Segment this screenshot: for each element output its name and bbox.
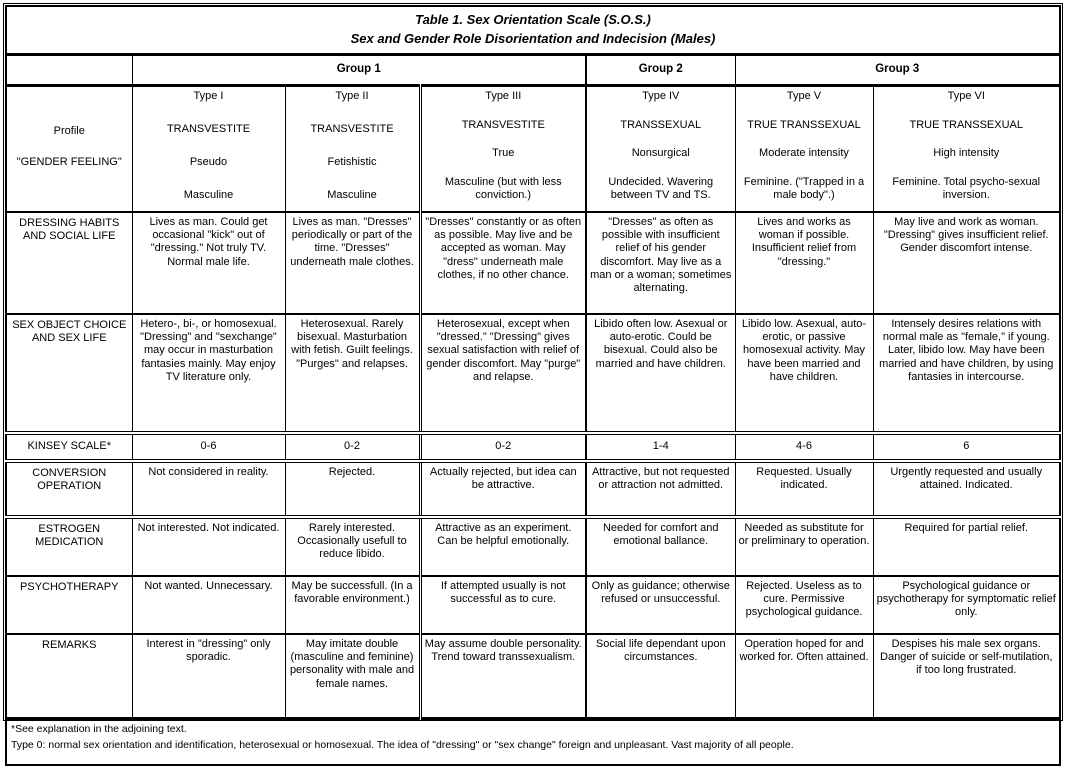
type-gender-feeling: Masculine	[183, 188, 234, 201]
type-subtype: Moderate intensity	[759, 147, 849, 160]
table-cell: Requested. Usually indicated.	[735, 461, 873, 517]
row-label: DRESSING HABITS AND SOCIAL LIFE	[6, 212, 132, 314]
table-cell: "Dresses" as often as possible with insufficient relief of his gender discomfort. May live as a man or a woman; sometimes alternating.	[586, 212, 735, 314]
table-cell: Hetero-, bi-, or homosexual. "Dressing" and "sexchange" may occur in masturbation fantasies mainly. May enjoy TV literature only.	[132, 314, 285, 433]
table-outer-frame	[3, 3, 1063, 751]
table-row-conversion-operation	[6, 461, 1060, 517]
table-cell: Lives and works as woman if possible. Insufficient relief from "dressing."	[735, 212, 873, 314]
table-cell: Attractive, but not requested or attraction not admitted.	[586, 461, 735, 517]
gender-feeling-label: "GENDER FEELING"	[16, 155, 122, 168]
type-name: TRUE TRANSSEXUAL	[909, 118, 1023, 131]
type-name: TRANSSEXUAL	[620, 118, 702, 131]
type-name: TRUE TRANSSEXUAL	[747, 118, 861, 131]
type-subtype: True	[492, 147, 515, 160]
table-row-remarks	[6, 634, 1060, 719]
table-cell: Not interested. Not indicated.	[132, 517, 285, 576]
table-cell: Needed as substitute for or preliminary to operation.	[735, 517, 873, 576]
row-label: PSYCHOTHERAPY	[6, 576, 132, 634]
table-title-cell	[6, 6, 1060, 55]
table-row-estrogen-medication	[6, 517, 1060, 576]
footnote-type-0: Type 0: normal sex orientation and identification, heterosexual or homosexual. The idea of "dressing" or "sex change" foreign and unpleasant. Vast majority of all people.	[11, 738, 794, 751]
table-cell: Urgently requested and usually attained. Indicated.	[873, 461, 1060, 517]
table-cell: 4-6	[735, 433, 873, 461]
profile-row	[6, 86, 1060, 213]
row-label: KINSEY SCALE*	[6, 433, 132, 461]
table-row-kinsey-scale	[6, 433, 1060, 461]
table-cell: 0-2	[420, 433, 586, 461]
table-cell: Heterosexual. Rarely bisexual. Masturbation with fetish. Guilt feelings. "Purges" and relapses.	[285, 314, 420, 433]
table-cell: Not wanted. Unnecessary.	[132, 576, 285, 634]
type-name: TRANSVESTITE	[310, 122, 394, 135]
table-title-row	[6, 6, 1060, 55]
type-subtype: Nonsurgical	[631, 147, 690, 160]
table-cell: 0-2	[285, 433, 420, 461]
group-3-header: Group 3	[735, 55, 1060, 86]
type-name: TRANSVESTITE	[166, 122, 251, 135]
type-label: Type I	[193, 90, 224, 102]
type-gender-feeling: Undecided. Wavering between TV and TS.	[608, 175, 714, 201]
table-cell: 1-4	[586, 433, 735, 461]
type-gender-feeling: Masculine (but with less conviction.)	[444, 175, 562, 201]
table-cell: Rarely interested. Occasionally usefull to reduce libido.	[285, 517, 420, 576]
type-subtype: Pseudo	[189, 155, 228, 168]
group-header-spacer	[6, 55, 132, 86]
type-label: Type II	[335, 90, 369, 102]
table-cell: If attempted usually is not successful as to cure.	[420, 576, 586, 634]
table-cell: Needed for comfort and emotional ballance.	[586, 517, 735, 576]
type-gender-feeling: Feminine. ("Trapped in a male body".)	[743, 175, 865, 201]
type-gender-feeling: Feminine. Total psycho-sexual inversion.	[892, 175, 1041, 201]
table-cell: 6	[873, 433, 1060, 461]
profile-cell-type-5	[735, 86, 873, 213]
table-cell: May live and work as woman. "Dressing" gives insufficient relief. Gender discomfort intense.	[873, 212, 1060, 314]
table-row-dressing-habits	[6, 212, 1060, 314]
table-cell: Attractive as an experiment. Can be helpful emotionally.	[420, 517, 586, 576]
type-gender-feeling: Masculine	[327, 188, 377, 201]
profile-row-label-cell	[6, 86, 132, 213]
row-label: CONVERSION OPERATION	[6, 461, 132, 517]
profile-cell-type-4	[586, 86, 735, 213]
row-label: SEX OBJECT CHOICE AND SEX LIFE	[6, 314, 132, 433]
table-cell: Heterosexual, except when "dressed." "Dressing" gives sexual satisfaction with relief of gender discomfort. May "purge" and relapse.	[420, 314, 586, 433]
table-cell: Psychological guidance or psychotherapy for symptomatic relief only.	[873, 576, 1060, 634]
table-cell: Only as guidance; otherwise refused or unsuccessful.	[586, 576, 735, 634]
group-header-row	[6, 55, 1060, 86]
table-cell: Rejected.	[285, 461, 420, 517]
table-cell: Actually rejected, but idea can be attractive.	[420, 461, 586, 517]
type-name: TRANSVESTITE	[461, 118, 545, 131]
type-label: Type V	[786, 90, 822, 102]
footnotes-cell	[6, 719, 1060, 766]
table-cell: Despises his male sex organs. Danger of suicide or self-mutilation, if too long frustrated.	[873, 634, 1060, 719]
table-title-line1: Table 1. Sex Orientation Scale (S.O.S.)	[415, 12, 651, 28]
table-cell: Libido low. Asexual, auto-erotic, or passive homosexual activity. May have been married and have children.	[735, 314, 873, 433]
profile-cell-type-1	[132, 86, 285, 213]
table-cell: May imitate double (masculine and feminine) personality with male and female names.	[285, 634, 420, 719]
footnotes-row	[6, 719, 1060, 766]
row-label: ESTROGEN MEDICATION	[6, 517, 132, 576]
table-cell: 0-6	[132, 433, 285, 461]
profile-label: Profile	[53, 125, 85, 138]
table-cell: May be successfull. (In a favorable environment.)	[285, 576, 420, 634]
table-cell: Intensely desires relations with normal male as "female," if young. Later, libido low. May have been married and have children, by using fantasies in intercourse.	[873, 314, 1060, 433]
type-subtype: High intensity	[933, 147, 1000, 160]
table-cell: Rejected. Useless as to cure. Permissive psychological guidance.	[735, 576, 873, 634]
type-label: Type VI	[947, 90, 985, 102]
table-row-sex-object-choice	[6, 314, 1060, 433]
type-label: Type III	[485, 90, 522, 102]
group-1-header: Group 1	[132, 55, 586, 86]
table-cell: Interest in "dressing" only sporadic.	[132, 634, 285, 719]
table-cell: May assume double personality. Trend toward transsexualism.	[420, 634, 586, 719]
profile-cell-type-2	[285, 86, 420, 213]
table-cell: Not considered in reality.	[132, 461, 285, 517]
table-cell: Lives as man. "Dresses" periodically or part of the time. "Dresses" underneath male clothes.	[285, 212, 420, 314]
type-label: Type IV	[642, 90, 680, 102]
sex-orientation-scale-table	[5, 5, 1061, 766]
profile-cell-type-3	[420, 86, 586, 213]
table-cell: Libido often low. Asexual or auto-erotic. Could be bisexual. Could also be married and have children.	[586, 314, 735, 433]
footnote-asterisk: *See explanation in the adjoining text.	[11, 723, 187, 735]
table-cell: Operation hoped for and worked for. Often attained.	[735, 634, 873, 719]
table-cell: Lives as man. Could get occasional "kick" out of "dressing." Not truly TV. Normal male life.	[132, 212, 285, 314]
profile-cell-type-6	[873, 86, 1060, 213]
row-label: REMARKS	[6, 634, 132, 719]
table-title-line2: Sex and Gender Role Disorientation and Indecision (Males)	[350, 31, 716, 46]
table-row-psychotherapy	[6, 576, 1060, 634]
type-subtype: Fetishistic	[327, 155, 377, 168]
table-cell: Social life dependant upon circumstances.	[586, 634, 735, 719]
group-2-header: Group 2	[586, 55, 735, 86]
table-cell: Required for partial relief.	[873, 517, 1060, 576]
table-cell: "Dresses" constantly or as often as possible. May live and be accepted as woman. May "dress" underneath male clothes, if no other chance.	[420, 212, 586, 314]
